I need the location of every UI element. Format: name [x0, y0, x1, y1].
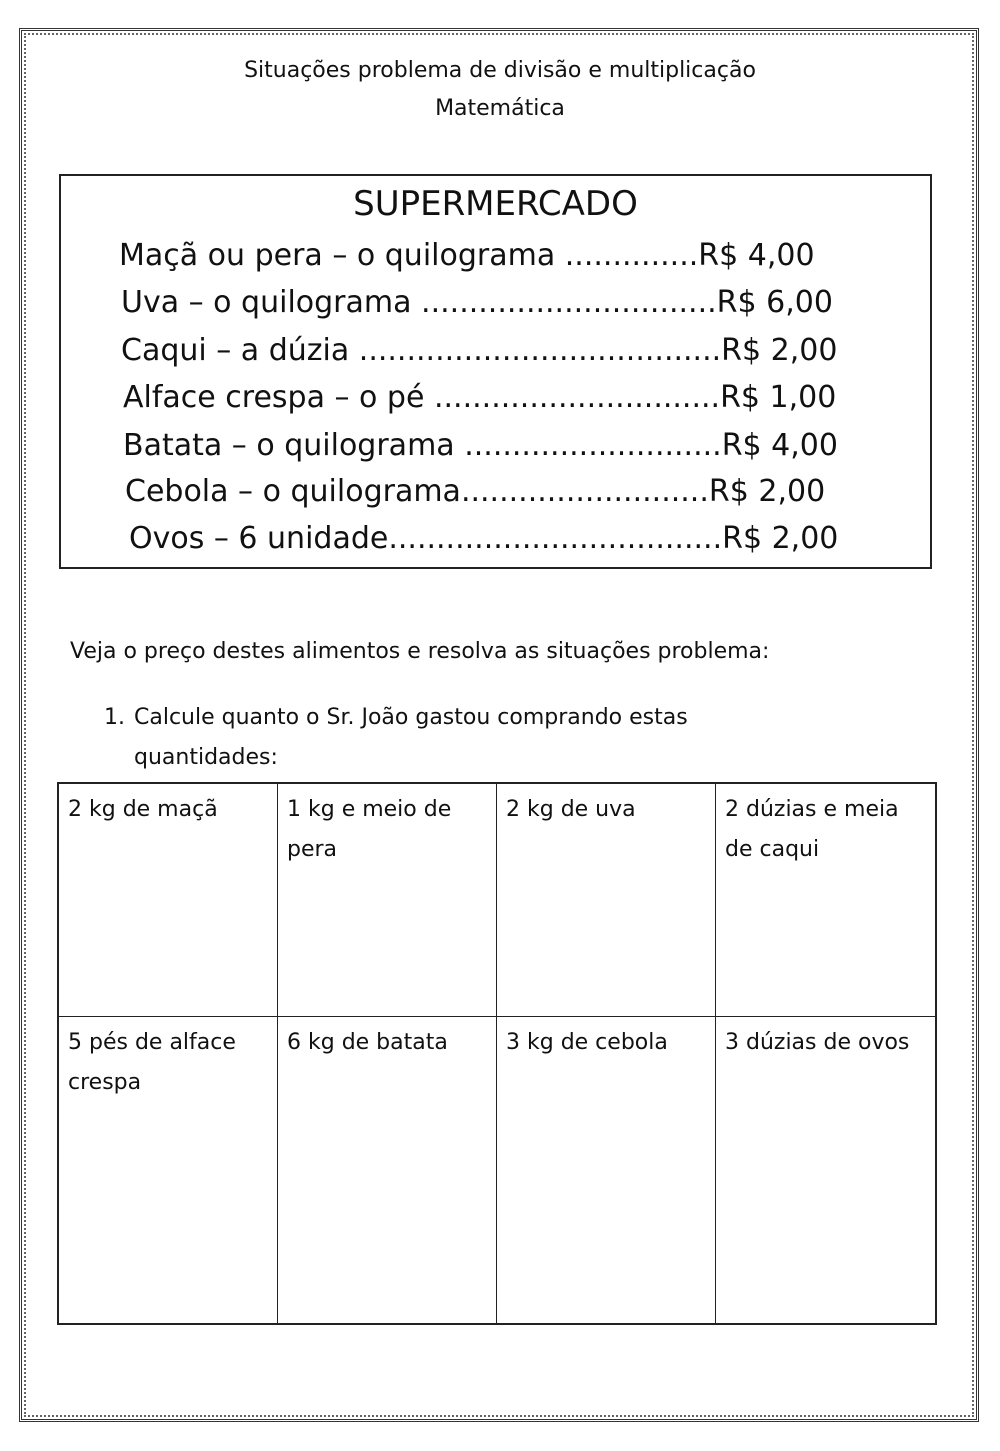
cell-label: 2 dúzias e meia de caqui	[725, 797, 899, 862]
cell-label: 6 kg de batata	[287, 1030, 448, 1055]
price-row	[129, 519, 838, 559]
answer-cell[interactable]	[716, 1017, 935, 1323]
price-row	[123, 378, 836, 418]
item-name: Maçã ou pera – o quilograma	[119, 238, 565, 273]
question-text-line2: quantidades:	[134, 745, 278, 770]
cell-label: 3 dúzias de ovos	[725, 1030, 910, 1055]
item-price: R$ 1,00	[720, 380, 837, 415]
answer-cell[interactable]	[497, 784, 716, 1017]
leader-dots: ...................................	[388, 521, 723, 556]
leader-dots: ..............................	[433, 380, 721, 415]
answer-cell[interactable]	[716, 784, 935, 1017]
price-row	[121, 331, 837, 371]
question-1	[104, 698, 688, 778]
worksheet-subject: Matemática	[435, 96, 565, 121]
instructions: Veja o preço destes alimentos e resolva as situações problema:	[70, 639, 770, 664]
leader-dots: ...........................	[464, 428, 722, 463]
item-price: R$ 2,00	[722, 521, 839, 556]
leader-dots: ......................................	[358, 333, 722, 368]
item-price: R$ 2,00	[708, 474, 826, 509]
item-name: Alface crespa – o pé	[123, 380, 434, 415]
answer-cell[interactable]	[278, 1017, 497, 1323]
leader-dots: ..............	[564, 238, 699, 273]
price-row	[125, 472, 825, 512]
price-list-title: SUPERMERCADO	[353, 184, 638, 224]
answer-cell[interactable]	[497, 1017, 716, 1323]
question-number: 1.	[104, 705, 125, 730]
cell-label: 2 kg de uva	[506, 797, 636, 822]
answer-cell[interactable]	[278, 784, 497, 1017]
answer-grid	[57, 782, 937, 1325]
supermarket-price-list	[59, 174, 932, 569]
cell-label: 3 kg de cebola	[506, 1030, 668, 1055]
cell-label: 5 pés de alface crespa	[68, 1030, 236, 1095]
item-name: Ovos – 6 unidade	[129, 521, 389, 556]
cell-label: 1 kg e meio de pera	[287, 797, 452, 862]
item-name: Batata – o quilograma	[123, 428, 465, 463]
answer-cell[interactable]	[59, 1017, 278, 1323]
item-price: R$ 4,00	[698, 238, 815, 273]
price-row	[121, 283, 833, 323]
item-price: R$ 6,00	[716, 285, 833, 320]
answer-cell[interactable]	[59, 784, 278, 1017]
cell-label: 2 kg de maçã	[68, 797, 218, 822]
leader-dots: ..........................	[460, 474, 709, 509]
price-row	[119, 236, 815, 276]
item-price: R$ 2,00	[721, 333, 838, 368]
item-name: Uva – o quilograma	[121, 285, 422, 320]
leader-dots: ...............................	[421, 285, 717, 320]
price-row	[123, 426, 838, 466]
worksheet-header	[0, 52, 1000, 128]
item-name: Caqui – a dúzia	[121, 333, 359, 368]
question-text-line1: Calcule quanto o Sr. João gastou comprando estas	[134, 705, 688, 730]
worksheet-title: Situações problema de divisão e multiplicação	[244, 58, 756, 83]
item-name: Cebola – o quilograma	[125, 474, 461, 509]
item-price: R$ 4,00	[721, 428, 838, 463]
